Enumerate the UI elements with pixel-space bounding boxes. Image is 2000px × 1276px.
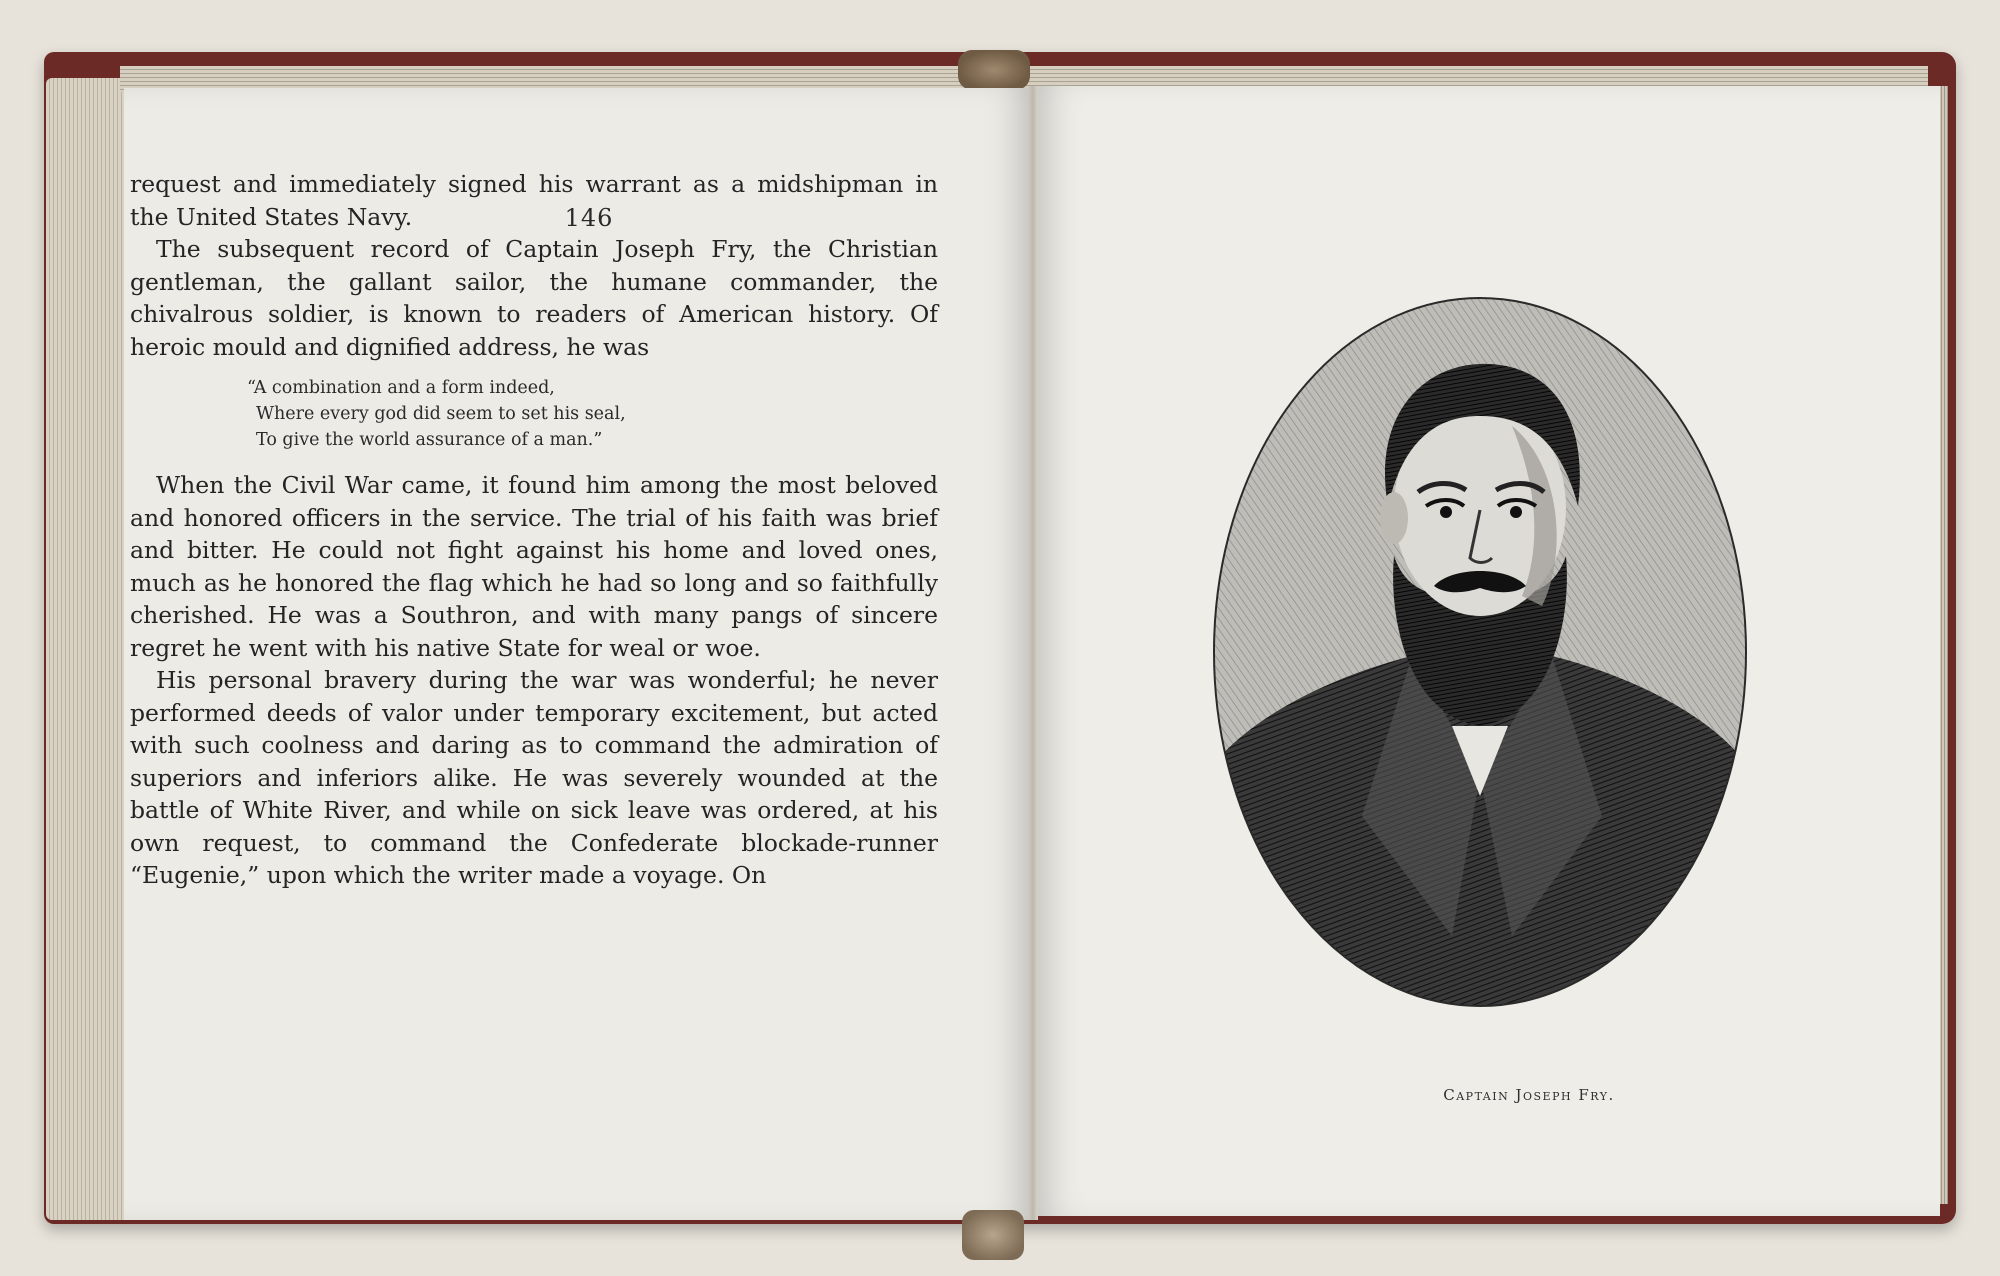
tailband [962, 1210, 1024, 1260]
headband [958, 50, 1030, 90]
poem-line-3: To give the world assurance of a man.” [256, 430, 603, 450]
poem-line-2: Where every god did seem to set his seal, [256, 404, 626, 424]
paragraph-2: The subsequent record of Captain Joseph Fry, the Christian gentleman, the gallant sailor, the humane commander, the chivalrous soldier, is known to readers of American history. Of heroic mould and dignified address, he was [130, 235, 938, 361]
portrait-oval [1212, 296, 1748, 1008]
poem-line-1: “A combination and a form indeed, [247, 378, 555, 398]
page-edges-left [46, 78, 136, 1220]
paragraph-3: When the Civil War came, it found him among the most beloved and honored officers in the service. The trial of his faith was brief and bitter. He could not fight against his home and loved ones, much as he honored the flag which he had so long and so faithfully cherished. He was a Southron, and with many pangs of sincere regret he went with his native State for weal or woe. [130, 471, 938, 662]
paragraph-1: request and immediately signed his warrant as a midshipman in the United States Navy. [130, 170, 938, 231]
portrait-engraving [1212, 296, 1748, 1008]
paragraph-4: His personal bravery during the war was wonderful; he never performed deeds of valor under temporary excitement, but acted with such coolness and daring as to command the admiration of superiors and inferiors alike. He was severely wounded at the battle of White River, and while on sick leave was ordered, at his own request, to command the Confederate blockade-runner “Eugenie,” upon which the writer made a voyage. On [130, 666, 938, 889]
poem-quote [247, 375, 938, 453]
body-text [130, 168, 938, 892]
page-number: 146 [564, 204, 614, 232]
portrait-caption: Captain Joseph Fry. [1443, 1086, 1615, 1104]
book-gutter [1028, 86, 1038, 1220]
